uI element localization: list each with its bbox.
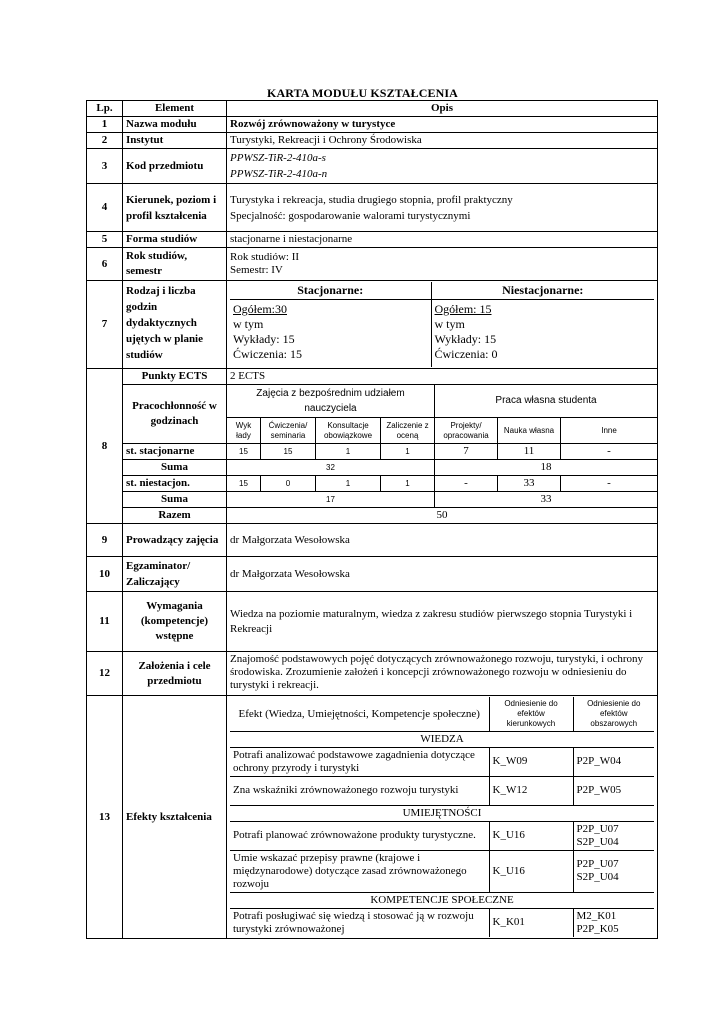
outcome-area-codes [573,747,654,776]
sum-label: Suma [123,492,227,508]
outcome-area-codes [573,821,654,850]
outcome-text: Potrafi analizować podstawowe zagadnienia dotyczące ochrony przyrody i turystyki [230,747,489,776]
row-8-groups [87,385,658,418]
element-label: Wymagania (kompetencje) wstępne [123,592,227,652]
row-number: 4 [87,184,123,232]
learning-outcomes-cell [227,696,658,939]
specialization-line: Specjalność: gospodarowanie walorami turystycznymi [230,209,471,222]
row-8-ects [87,369,658,385]
full-time-heading: Stacjonarne: [230,282,431,299]
part-time-value: 1 [316,476,381,492]
full-time-value: 1 [381,444,435,460]
outcome-field-code: K_K01 [489,908,573,937]
row-8-full-time [87,444,658,460]
row-number: 2 [87,133,123,149]
row-9 [87,524,658,557]
workload-label: Pracochłonność w godzinach [123,385,227,444]
col-graded-credit: Zaliczenie z oceną [381,418,435,444]
part-time-total: Ogółem: 15 [434,301,492,316]
ects-value: 2 ECTS [227,369,658,385]
area-code: P2P_U07 [576,822,619,835]
row-number: 10 [87,557,123,592]
hours-subtable [230,282,654,367]
outcome-area-codes [573,850,654,892]
row-8-sum-1 [87,460,658,476]
part-time-value: - [561,476,658,492]
col-field-reference: Odniesienie do efektów kierunkowych [489,697,573,731]
row-number: 12 [87,652,123,696]
outcome-text: Zna wskaźniki zrównoważonego rozwoju turystyki [230,776,489,805]
row-number: 5 [87,232,123,248]
col-projects: Projekty/ opracowania [435,418,498,444]
col-other: Inne [561,418,658,444]
full-time-value: 7 [435,444,498,460]
header-row [87,101,658,117]
area-code: S2P_U04 [576,871,619,883]
requirements-value: Wiedza na poziomie maturalnym, wiedza z zakresu studiów pierwszego stopnia Turystyki i Rekreacji [227,592,658,652]
full-time-label: st. stacjonarne [123,444,227,460]
outcome-text: Potrafi posługiwać się wiedzą i stosować ją w rozwoju turystyki zrównoważonej [230,908,489,937]
section-knowledge: WIEDZA [230,731,654,747]
area-code: P2P_W04 [576,755,622,767]
row-number: 8 [87,369,123,524]
total-value: 50 [227,508,658,524]
row-number: 3 [87,149,123,184]
row-5 [87,232,658,248]
row-number: 13 [87,696,123,939]
col-area-reference: Odniesienie do efektów obszarowych [573,697,654,731]
row-number: 11 [87,592,123,652]
field-of-study-line: Turystyka i rekreacja, studia drugiego stopnia, profil praktyczny [230,193,513,206]
row-8-part-time [87,476,658,492]
header-lp: Lp. [87,101,123,117]
row-1 [87,117,658,133]
part-time-of-which: w tym [434,316,465,331]
full-time-lectures: Wykłady: 15 [233,331,295,346]
sum-own: 18 [435,460,658,476]
document-title: KARTA MODUŁU KSZTAŁCENIA [267,86,458,100]
row-7 [87,281,658,369]
outcome-field-code: K_W09 [489,747,573,776]
col-lectures: Wyk łady [227,418,261,444]
element-label: Prowadzący zajęcia [123,524,227,557]
course-code-part-time: PPWSZ-TiR-2-410a-n [230,168,328,180]
row-10 [87,557,658,592]
col-exercises: Ćwiczenia/ seminaria [261,418,316,444]
part-time-heading: Niestacjonarne: [431,282,654,299]
row-number: 7 [87,281,123,369]
year-semester [227,248,658,281]
sum-direct: 17 [227,492,435,508]
part-time-exercises: Ćwiczenia: 0 [434,346,498,361]
col-consultations: Konsultacje obowiązkowe [316,418,381,444]
institute-value: Turystyki, Rekreacji i Ochrony Środowiska [227,133,658,149]
sum-own: 33 [435,492,658,508]
element-label: Założenia i cele przedmiotu [123,652,227,696]
element-label: Kod przedmiotu [123,149,227,184]
part-time-hours [431,299,654,367]
full-time-value: - [561,444,658,460]
full-time-value: 15 [261,444,316,460]
semester-value: Semestr: IV [230,264,283,276]
outcome-area-codes [573,776,654,805]
hours-cell [227,281,658,369]
part-time-lectures: Wykłady: 15 [434,331,497,346]
element-label: Efekty kształcenia [123,696,227,939]
full-time-value: 15 [227,444,261,460]
element-label: Nazwa modułu [123,117,227,133]
full-time-total: Ogółem:30 [233,301,287,316]
module-name: Rozwój zrównoważony w turystyce [227,117,658,133]
course-code [227,149,658,184]
row-12 [87,652,658,696]
examiner-value: dr Małgorzata Wesołowska [227,557,658,592]
element-label: Rok studiów, semestr [123,248,227,281]
area-code: S2P_U04 [576,835,619,848]
full-time-hours [230,299,431,367]
section-skills: UMIEJĘTNOŚCI [230,805,654,821]
element-label: Forma studiów [123,232,227,248]
col-self-study: Nauka własna [498,418,561,444]
full-time-of-which: w tym [233,316,264,331]
total-label: Razem [123,508,227,524]
section-social-competences: KOMPETENCJE SPOŁECZNE [230,892,654,908]
full-time-exercises: Ćwiczenia: 15 [233,346,302,361]
row-8-total [87,508,658,524]
full-time-value: 1 [316,444,381,460]
part-time-label: st. niestacjon. [123,476,227,492]
row-8-sum-2 [87,492,658,508]
sum-direct: 32 [227,460,435,476]
outcome-text: Umie wskazać przepisy prawne (krajowe i międzynarodowe) dotyczące zasad zrównoważonego rozwoju [230,850,489,892]
element-label: Instytut [123,133,227,149]
full-time-value: 11 [498,444,561,460]
part-time-value: 0 [261,476,316,492]
outcome-field-code: K_U16 [489,821,573,850]
module-card-table [86,100,658,939]
part-time-value: 15 [227,476,261,492]
col-effect: Efekt (Wiedza, Umiejętności, Kompetencje społeczne) [230,697,489,731]
ects-label: Punkty ECTS [123,369,227,385]
header-opis: Opis [227,101,658,117]
outcome-field-code: K_W12 [489,776,573,805]
objectives-value: Znajomość podstawowych pojęć dotyczących zrównoważonego rozwoju, turystyki, i ochrony środowiska. Zrozumienie założeń i koncepcji zrównoważonego rozwoju w odniesieniu do turystyki i rekreacji. [227,652,658,696]
row-6 [87,248,658,281]
row-3 [87,149,658,184]
year-value: Rok studiów: II [230,251,300,263]
row-11 [87,592,658,652]
element-label: Kierunek, poziom i profil kształcenia [123,184,227,232]
field-of-study [227,184,658,232]
part-time-value: 1 [381,476,435,492]
row-number: 6 [87,248,123,281]
row-number: 1 [87,117,123,133]
study-form-value: stacjonarne i niestacjonarne [227,232,658,248]
element-label: Egzaminator/ Zaliczający [123,557,227,592]
header-element: Element [123,101,227,117]
learning-outcomes-table [230,697,654,937]
row-2 [87,133,658,149]
part-time-value: 33 [498,476,561,492]
outcome-area-codes [573,908,654,937]
outcome-text: Potrafi planować zrównoważone produkty turystyczne. [230,821,489,850]
course-code-full-time: PPWSZ-TiR-2-410a-s [230,152,326,164]
area-code: M2_K01 [576,909,617,922]
row-13 [87,696,658,939]
direct-contact-heading: Zajęcia z bezpośrednim udziałem nauczyciela [227,385,435,418]
lecturer-value: dr Małgorzata Wesołowska [227,524,658,557]
element-label: Rodzaj i liczba godzin dydaktycznych ujętych w planie studiów [123,281,227,369]
part-time-value: - [435,476,498,492]
area-code: P2P_K05 [576,922,619,935]
row-4 [87,184,658,232]
sum-label: Suma [123,460,227,476]
row-number: 9 [87,524,123,557]
outcome-field-code: K_U16 [489,850,573,892]
area-code: P2P_U07 [576,858,619,870]
own-work-heading: Praca własna studenta [435,385,658,418]
area-code: P2P_W05 [576,784,622,796]
